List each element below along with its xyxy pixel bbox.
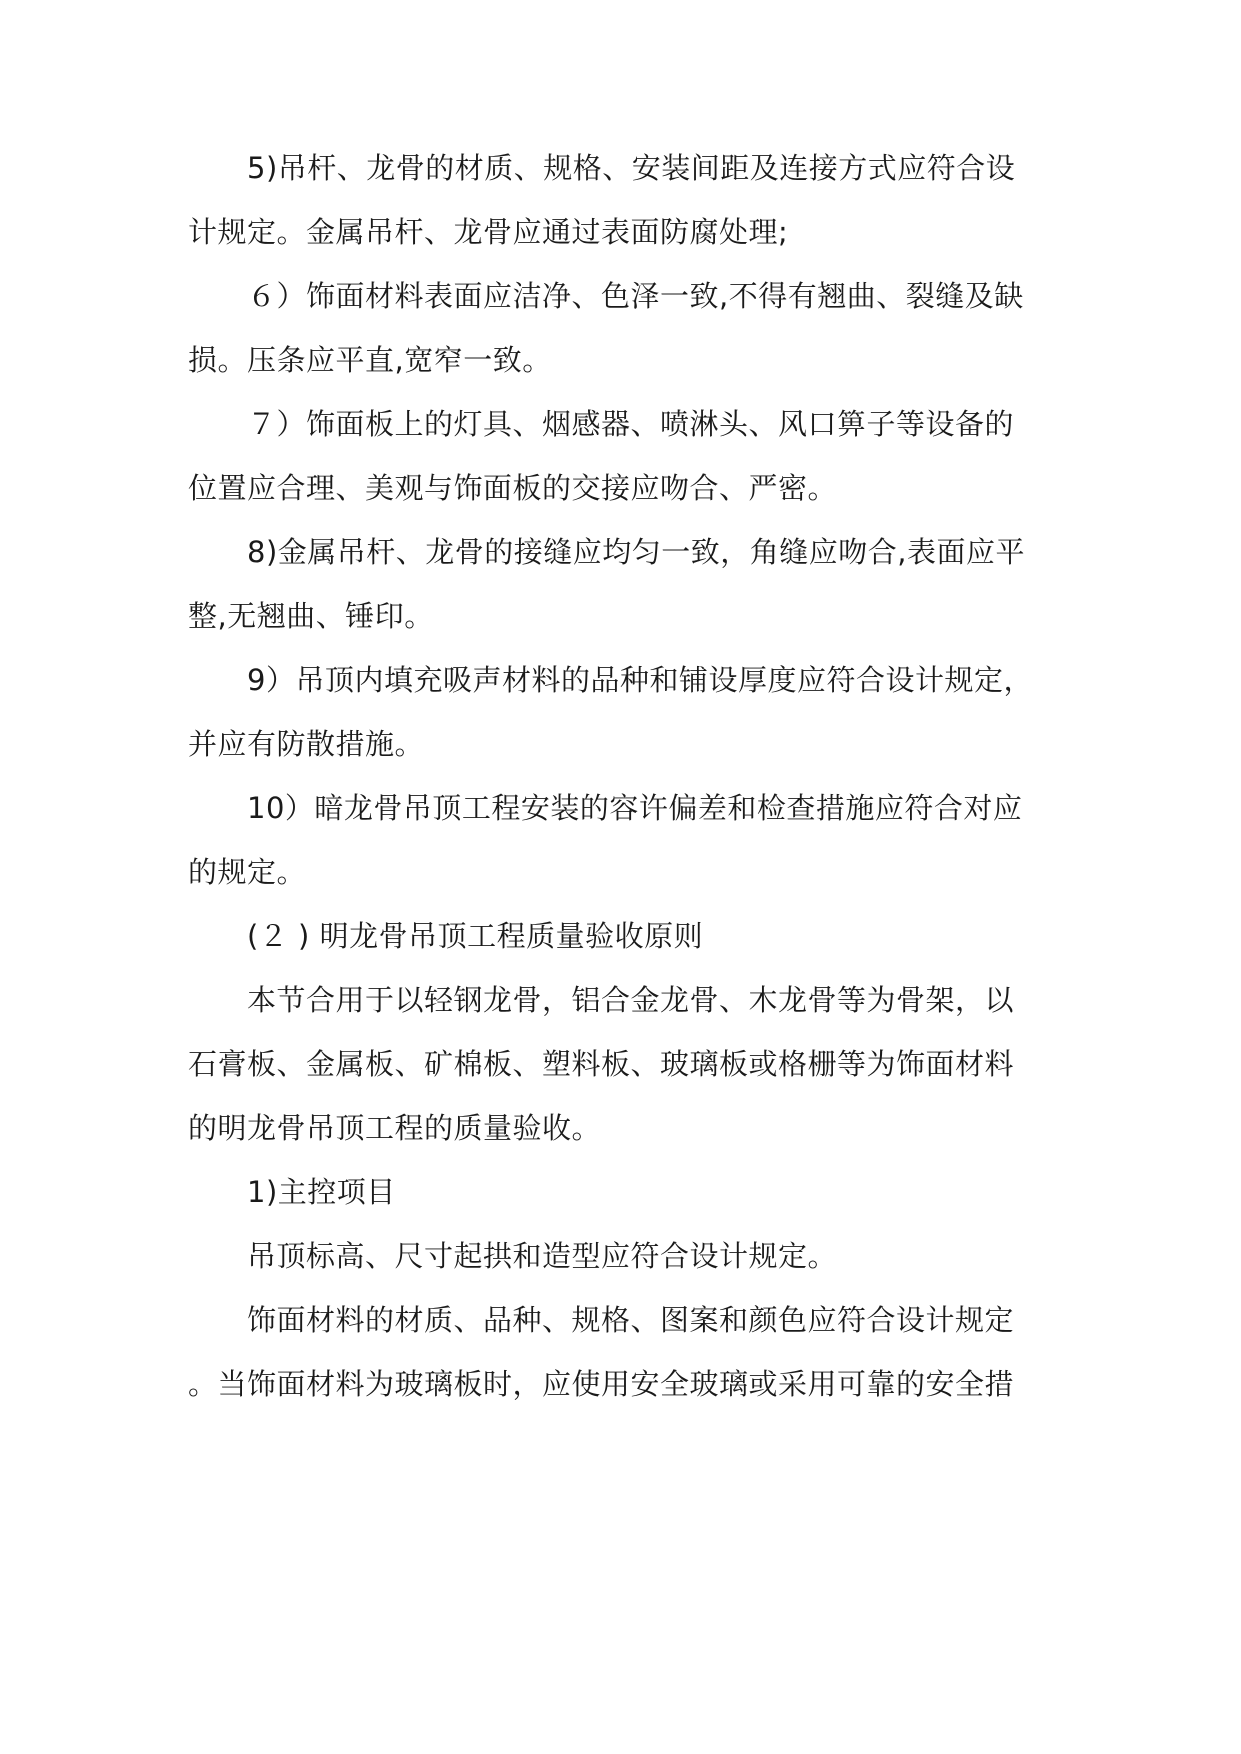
subsection-heading: 1)主控项目: [247, 1175, 396, 1209]
text-line: 计规定。金属吊杆、龙骨应通过表面防腐处理;: [188, 215, 789, 249]
text-line: 并应有防散措施。: [188, 727, 425, 761]
section-heading: (２ ) 明龙骨吊顶工程质量验收原则: [247, 919, 704, 953]
text-line: ６）饰面材料表面应洁净、色泽一致,不得有翘曲、裂缝及缺: [247, 279, 1024, 313]
text-line: 的规定。: [188, 855, 307, 889]
text-line: 本节合用于以轻钢龙骨，铝合金龙骨、木龙骨等为骨架，以: [247, 983, 1015, 1017]
text-line: 10）暗龙骨吊顶工程安装的容许偏差和检查措施应符合对应: [247, 791, 1023, 825]
text-line: 9）吊顶内填充吸声材料的品种和铺设厚度应符合设计规定，: [247, 663, 1033, 697]
text-line: 饰面材料的材质、品种、规格、图案和颜色应符合设计规定: [247, 1303, 1015, 1337]
text-line: 8)金属吊杆、龙骨的接缝应均匀一致，角缝应吻合,表面应平: [247, 535, 1025, 569]
text-line: ７）饰面板上的灯具、烟感器、喷淋头、风口箅子等设备的: [247, 407, 1015, 441]
text-line: 的明龙骨吊顶工程的质量验收。: [188, 1111, 602, 1145]
text-line: 位置应合理、美观与饰面板的交接应吻合、严密。: [188, 471, 838, 505]
text-line: 吊顶标高、尺寸起拱和造型应符合设计规定。: [247, 1239, 838, 1273]
text-line: 损。压条应平直,宽窄一致。: [188, 343, 552, 377]
text-line: 石膏板、金属板、矿棉板、塑料板、玻璃板或格栅等为饰面材料: [188, 1047, 1015, 1081]
text-line: 整,无翘曲、锤印。: [188, 599, 434, 633]
text-line: 5)吊杆、龙骨的材质、规格、安装间距及连接方式应符合设: [247, 151, 1016, 185]
text-line: 。当饰面材料为玻璃板时，应使用安全玻璃或采用可靠的安全措: [188, 1367, 1015, 1401]
